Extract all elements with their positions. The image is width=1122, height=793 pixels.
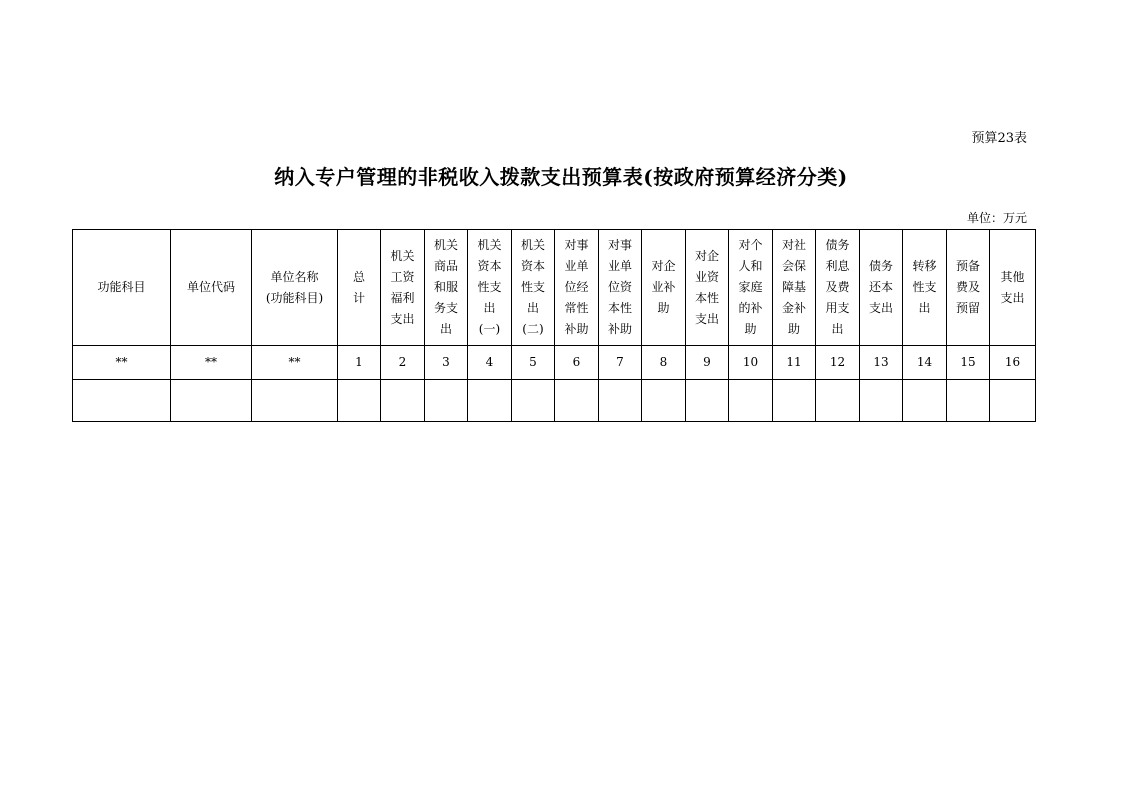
- data-cell[interactable]: [860, 380, 903, 422]
- header-cell: 单位名称 (功能科目): [252, 230, 338, 346]
- header-cell: 总 计: [338, 230, 381, 346]
- header-cell: 对企 业资 本性 支出: [686, 230, 729, 346]
- data-cell[interactable]: [73, 380, 171, 422]
- header-cell: 机关 资本 性支 出 (二): [512, 230, 555, 346]
- header-cell: 预备 费及 预留: [947, 230, 990, 346]
- code-cell: 7: [599, 346, 642, 380]
- header-cell: 对事 业单 位资 本性 补助: [599, 230, 642, 346]
- header-cell: 功能科目: [73, 230, 171, 346]
- header-cell: 对事 业单 位经 常性 补助: [555, 230, 599, 346]
- code-cell: 2: [381, 346, 425, 380]
- code-cell: 10: [729, 346, 773, 380]
- data-cell[interactable]: [425, 380, 468, 422]
- data-cell[interactable]: [686, 380, 729, 422]
- data-cell[interactable]: [903, 380, 947, 422]
- code-cell: 14: [903, 346, 947, 380]
- code-cell: 13: [860, 346, 903, 380]
- data-cell[interactable]: [642, 380, 686, 422]
- data-cell[interactable]: [338, 380, 381, 422]
- code-cell: 12: [816, 346, 860, 380]
- code-cell: **: [252, 346, 338, 380]
- data-cell[interactable]: [468, 380, 512, 422]
- header-cell: 债务 利息 及费 用支 出: [816, 230, 860, 346]
- code-cell: 9: [686, 346, 729, 380]
- data-cell[interactable]: [773, 380, 816, 422]
- header-cell: 转移 性支 出: [903, 230, 947, 346]
- data-cell[interactable]: [729, 380, 773, 422]
- data-cell[interactable]: [252, 380, 338, 422]
- unit-label: 单位：万元: [966, 211, 1027, 225]
- form-code: 预算23表: [971, 131, 1027, 146]
- data-cell[interactable]: [947, 380, 990, 422]
- budget-table: [72, 229, 1036, 422]
- code-cell: 16: [990, 346, 1036, 380]
- code-cell: 6: [555, 346, 599, 380]
- header-cell: 债务 还本 支出: [860, 230, 903, 346]
- header-cell: 对个 人和 家庭 的补 助: [729, 230, 773, 346]
- code-cell: 1: [338, 346, 381, 380]
- data-cell[interactable]: [599, 380, 642, 422]
- code-cell: 4: [468, 346, 512, 380]
- data-cell[interactable]: [990, 380, 1036, 422]
- data-cell[interactable]: [512, 380, 555, 422]
- code-cell: **: [171, 346, 252, 380]
- data-cell[interactable]: [555, 380, 599, 422]
- code-row: [73, 346, 1036, 380]
- code-cell: **: [73, 346, 171, 380]
- header-row: [73, 230, 1036, 346]
- header-cell: 对社 会保 障基 金补 助: [773, 230, 816, 346]
- code-cell: 8: [642, 346, 686, 380]
- data-cell[interactable]: [171, 380, 252, 422]
- header-cell: 对企 业补 助: [642, 230, 686, 346]
- page-title: 纳入专户管理的非税收入拨款支出预算表(按政府预算经济分类): [274, 165, 848, 189]
- header-cell: 其他 支出: [990, 230, 1036, 346]
- data-cell[interactable]: [381, 380, 425, 422]
- code-cell: 3: [425, 346, 468, 380]
- header-cell: 机关 工资 福利 支出: [381, 230, 425, 346]
- header-cell: 单位代码: [171, 230, 252, 346]
- header-cell: 机关 商品 和服 务支 出: [425, 230, 468, 346]
- data-cell[interactable]: [816, 380, 860, 422]
- header-cell: 机关 资本 性支 出 (一): [468, 230, 512, 346]
- data-row: [73, 380, 1036, 422]
- code-cell: 11: [773, 346, 816, 380]
- code-cell: 5: [512, 346, 555, 380]
- code-cell: 15: [947, 346, 990, 380]
